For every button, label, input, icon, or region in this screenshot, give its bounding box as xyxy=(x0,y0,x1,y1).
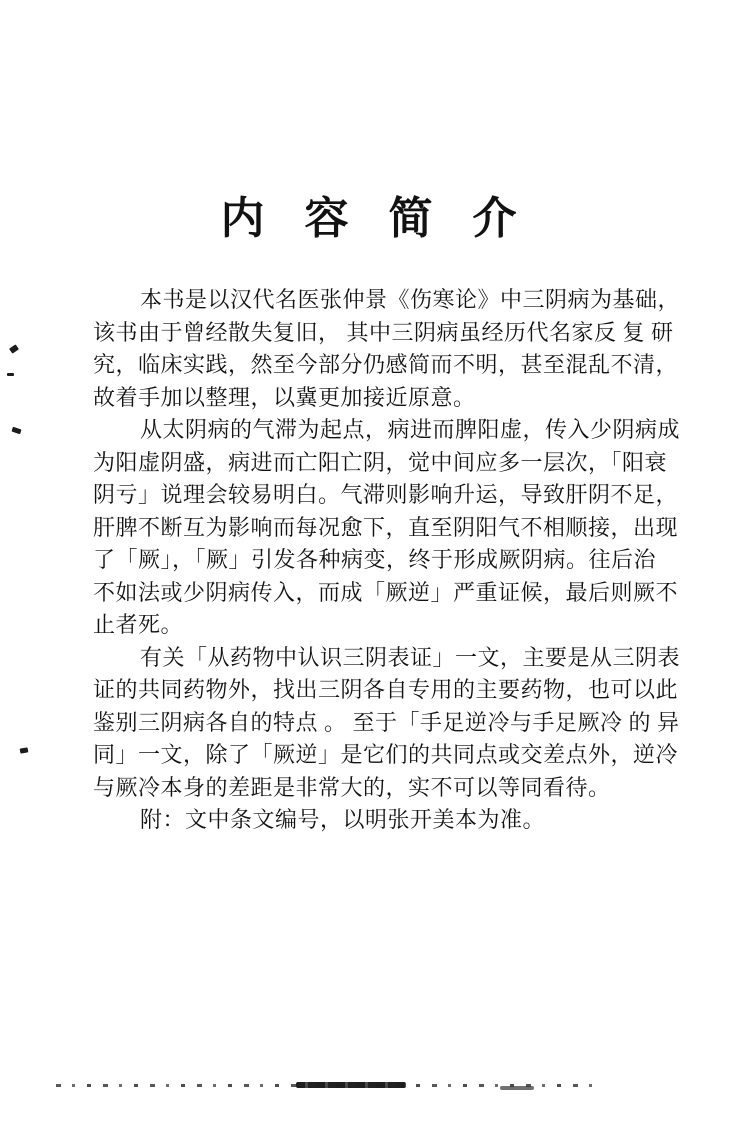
paragraph-2-line-5: 了「厥」，「厥」引发各种病变，终于形成厥阴病。往后治 xyxy=(93,547,657,572)
paragraph-1-line-2: 该书由于曾经散失复旧， 其中三阴病虽经历代名家反 复 研 xyxy=(93,319,674,345)
paragraph-3-line-2: 证的共同药物外，找出三阴各自专用的主要药物，也可以此 xyxy=(93,677,679,702)
paragraph-2-line-4: 肝脾不断互为影响而每况愈下，直至阴阳气不相顺接，出现 xyxy=(93,514,679,540)
paragraph-3-line-5: 与厥冷本身的差距是非常大的，实不可以等同看待。 xyxy=(93,774,611,800)
ink-speck-artifact xyxy=(11,427,21,435)
paragraph-1-line-1: 本书是以汉代名医张仲景《伤寒论》中三阴病为基础， xyxy=(140,287,681,312)
paragraph-1-line-4: 故着手加以整理，以冀更加接近原意。 xyxy=(93,384,476,410)
paragraph-2-line-6: 不如法或少阴病传入，而成「厥逆」严重证候，最后则厥不 xyxy=(93,579,679,605)
scan-noise-blob xyxy=(296,1082,406,1088)
paragraph-4-line-1: 附：文中条文编号，以明张开美本为准。 xyxy=(140,807,546,832)
scan-noise-blob xyxy=(500,1086,534,1090)
ink-speck-artifact xyxy=(7,373,14,376)
paragraph-2-line-1: 从太阴病的气滞为起点，病进而脾阳虚，传入少阴病成 xyxy=(140,417,681,442)
ink-speck-artifact xyxy=(20,747,29,753)
paragraph-3-line-1: 有关「从药物中认识三阴表证」一文，主要是从三阴表 xyxy=(140,644,681,670)
paragraph-3-line-3: 鉴别三阴病各自的特点 。 至于「手足逆冷与手足厥冷 的 异 xyxy=(93,709,680,735)
paragraph-2-line-3: 阴亏」说理会较易明白。气滞则影响升运，导致肝阴不足， xyxy=(93,482,679,507)
page-title: 内容简介 xyxy=(220,194,557,243)
paragraph-2-line-7: 止者死。 xyxy=(93,612,184,637)
paragraph-1-line-3: 究，临床实践，然至今部分仍感简而不明，甚至混乱不清， xyxy=(93,352,679,377)
body-text xyxy=(93,284,681,837)
paragraph-3-line-4: 同」一文，除了「厥逆」是它们的共同点或交差点外，逆冷 xyxy=(93,742,679,767)
paragraph-2-line-2: 为阳虚阴盛，病进而亡阳亡阴，觉中间应多一层次，「阳衰 xyxy=(93,449,668,475)
ink-speck-artifact xyxy=(9,344,19,354)
